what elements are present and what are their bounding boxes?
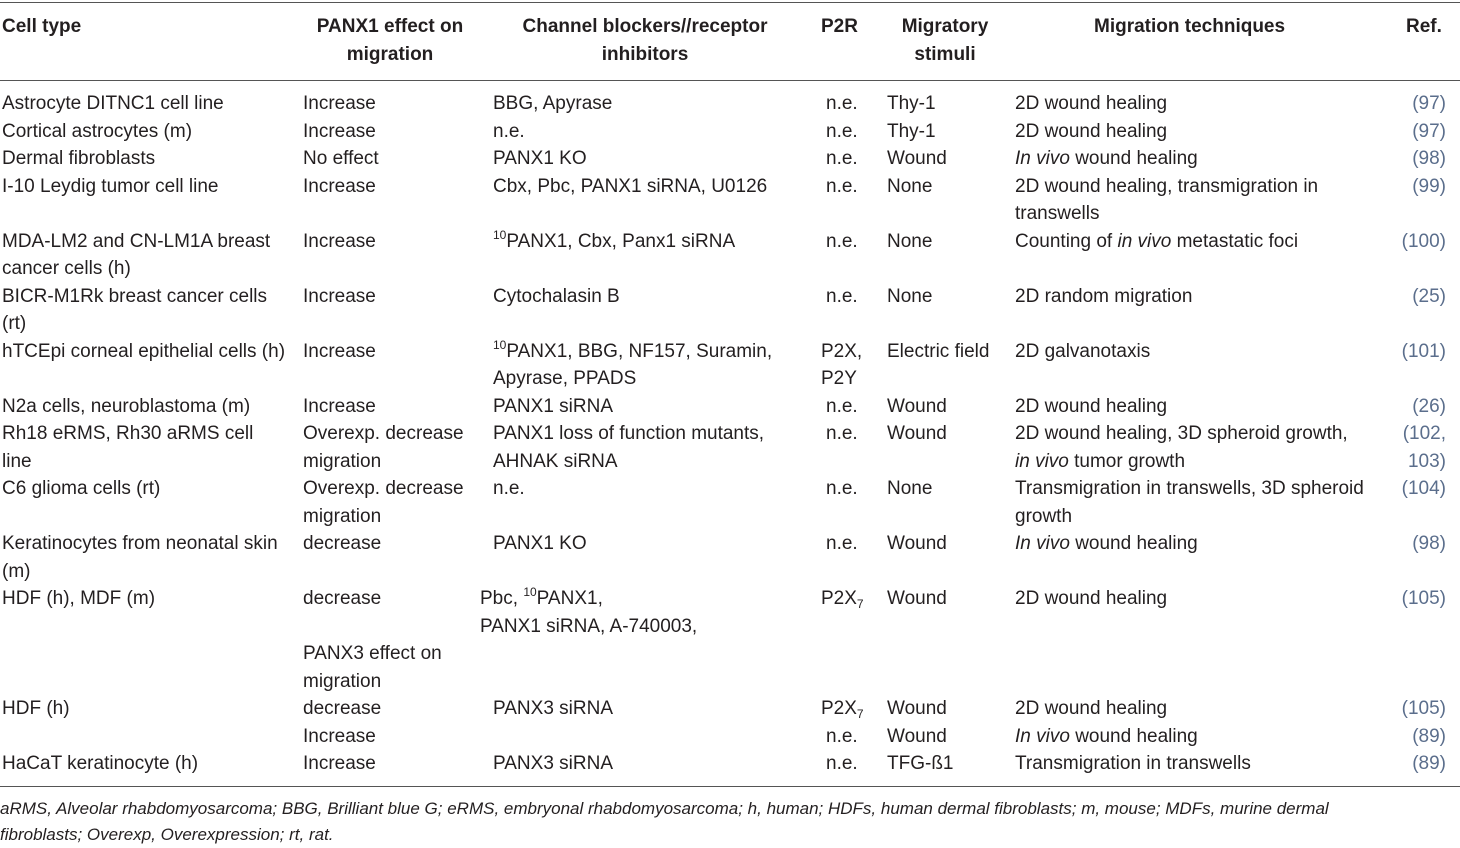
cell-blockers: PANX3 siRNA bbox=[493, 698, 614, 719]
cell-ref[interactable]: (97) bbox=[1412, 93, 1446, 114]
cell-type: Astrocyte DITNC1 cell line bbox=[2, 93, 224, 114]
cell-blockers: $^{10}$PANX1, Cbx, Panx1 siRNA bbox=[493, 227, 736, 252]
cell-p2r: n.e. bbox=[826, 753, 858, 774]
cell-technique: In vivo wound healing bbox=[1015, 533, 1198, 554]
header-techniques: Migration techniques bbox=[1094, 16, 1286, 37]
cell-p2r: n.e. bbox=[826, 533, 858, 554]
cell-blockers: n.e. bbox=[493, 120, 525, 142]
cell-type: Rh18 eRMS, Rh30 aRMS cell line bbox=[2, 423, 254, 472]
cell-stimuli: None bbox=[887, 175, 933, 197]
table-header-rule bbox=[0, 80, 1460, 81]
header-p2r: P2R bbox=[821, 16, 858, 37]
cell-stimuli: Wound bbox=[887, 698, 947, 719]
cell-effect: Overexp. decrease migration bbox=[303, 423, 464, 472]
cell-ref[interactable]: (25) bbox=[1412, 285, 1446, 307]
cell-type: Cortical astrocytes (m) bbox=[2, 120, 193, 142]
cell-stimuli: Electric field bbox=[887, 340, 990, 362]
cell-blockers: Cbx, Pbc, PANX1 siRNA, U0126 bbox=[493, 175, 768, 197]
cell-stimuli: Wound bbox=[887, 423, 947, 444]
cell-technique: 2D wound healing bbox=[1015, 93, 1168, 114]
cell-ref[interactable]: (101) bbox=[1401, 340, 1446, 362]
cell-ref: (102, 103) bbox=[1402, 423, 1446, 472]
cell-ref[interactable]: (26) bbox=[1412, 395, 1446, 417]
cell-type: I-10 Leydig tumor cell line bbox=[2, 175, 219, 197]
cell-type: BICR-M1Rk breast cancer cells (rt) bbox=[2, 285, 268, 334]
cell-effect: decrease bbox=[303, 533, 382, 554]
cell-stimuli: TFG-ß1 bbox=[887, 753, 954, 774]
cell-stimuli: None bbox=[887, 478, 933, 499]
cell-technique: Counting of in vivo metastatic foci bbox=[1015, 230, 1299, 252]
cell-type: N2a cells, neuroblastoma (m) bbox=[2, 395, 251, 417]
cell-ref[interactable]: (89) bbox=[1412, 753, 1446, 774]
cell-effect: decrease bbox=[303, 698, 382, 719]
cell-effect: Increase bbox=[303, 93, 376, 114]
cell-stimuli: Wound bbox=[887, 148, 947, 169]
cell-technique: 2D wound healing bbox=[1015, 120, 1168, 142]
cell-stimuli: Wound bbox=[887, 395, 947, 417]
panx3-effect-subheader: PANX3 effect on migration bbox=[303, 643, 442, 692]
cell-stimuli: Thy-1 bbox=[887, 93, 936, 114]
cell-blockers: PANX3 siRNA bbox=[493, 753, 614, 774]
cell-p2r: n.e. bbox=[826, 423, 858, 444]
cell-p2r: n.e. bbox=[826, 395, 858, 417]
cell-p2r: n.e. bbox=[826, 478, 858, 499]
table-top-rule bbox=[0, 2, 1460, 3]
cell-blockers: PANX1 siRNA bbox=[493, 395, 614, 417]
cell-p2r: n.e. bbox=[826, 120, 858, 142]
cell-ref[interactable]: (99) bbox=[1412, 175, 1446, 197]
cell-ref[interactable]: (100) bbox=[1401, 230, 1446, 252]
cell-p2r: n.e. bbox=[826, 230, 858, 252]
cell-technique: 2D wound healing, transmigration in transwells bbox=[1015, 175, 1319, 224]
cell-effect: decrease bbox=[303, 588, 382, 609]
cell-effect: Increase bbox=[303, 120, 376, 142]
cell-effect: Increase bbox=[303, 230, 376, 252]
cell-type: Dermal fibroblasts bbox=[2, 148, 156, 169]
cell-blockers: PANX1 KO bbox=[493, 148, 587, 169]
cell-effect: Increase bbox=[303, 340, 376, 362]
cell-technique: 2D wound healing, 3D spheroid growth, in vivo tumor growth bbox=[1015, 423, 1348, 472]
header-stimuli: Migratory stimuli bbox=[901, 16, 989, 65]
cell-technique: In vivo wound healing bbox=[1015, 148, 1198, 169]
table-footnote: aRMS, Alveolar rhabdomyosarcoma; BBG, Brilliant blue G; eRMS, embryonal rhabdomyosarcoma; h, human; HDFs, human dermal fibroblasts; m, mouse; MDFs, murine dermal fibroblasts; Overexp, Overexpression; rt, rat. bbox=[0, 799, 1329, 844]
cell-effect: Increase bbox=[303, 175, 376, 197]
header-ref: Ref. bbox=[1406, 16, 1442, 37]
cell-ref[interactable]: (98) bbox=[1412, 148, 1446, 169]
cell-stimuli: Thy-1 bbox=[887, 120, 936, 142]
cell-stimuli: None bbox=[887, 285, 933, 307]
cell-blockers: $^{10}$PANX1, BBG, NF157, Suramin, Apyrase, PPADS bbox=[493, 337, 773, 389]
cell-effect: Increase bbox=[303, 285, 376, 307]
cell-p2r: n.e. bbox=[826, 285, 858, 307]
cell-technique: Transmigration in transwells, 3D spheroid growth bbox=[1015, 478, 1364, 527]
cell-stimuli: Wound bbox=[887, 588, 947, 609]
cell-stimuli: Wound bbox=[887, 725, 947, 747]
cell-technique: 2D galvanotaxis bbox=[1015, 340, 1151, 362]
cell-blockers: Cytochalasin B bbox=[493, 285, 620, 307]
cell-blockers: BBG, Apyrase bbox=[493, 93, 613, 114]
cell-type: HDF (h) bbox=[2, 698, 70, 719]
cell-effect: No effect bbox=[303, 148, 379, 169]
cell-effect: Overexp. decrease migration bbox=[303, 478, 464, 527]
cell-blockers: PANX1 KO bbox=[493, 533, 587, 554]
cell-effect: Increase bbox=[303, 753, 376, 774]
table-bottom-rule bbox=[0, 786, 1460, 787]
cell-ref[interactable]: (105) bbox=[1401, 698, 1446, 719]
cell-type: Keratinocytes from neonatal skin (m) bbox=[2, 533, 278, 582]
cell-technique: 2D wound healing bbox=[1015, 395, 1168, 417]
header-panx1-effect: PANX1 effect on migration bbox=[316, 16, 464, 65]
cell-p2r: n.e. bbox=[826, 175, 858, 197]
cell-blockers: n.e. bbox=[493, 478, 525, 499]
header-blockers: Channel blockers//receptor inhibitors bbox=[522, 16, 768, 65]
cell-effect: Increase bbox=[303, 725, 376, 747]
cell-type: HDF (h), MDF (m) bbox=[2, 588, 156, 609]
cell-p2r: n.e. bbox=[826, 93, 858, 114]
cell-p2r: $P2X_7$ bbox=[821, 588, 864, 611]
cell-blockers: PANX1 loss of function mutants, AHNAK siRNA bbox=[493, 423, 765, 472]
cell-ref[interactable]: (104) bbox=[1401, 478, 1446, 499]
cell-type: hTCEpi corneal epithelial cells (h) bbox=[2, 340, 286, 362]
cell-type: MDA-LM2 and CN-LM1A breast cancer cells (h) bbox=[2, 230, 271, 279]
cell-ref[interactable]: (98) bbox=[1412, 533, 1446, 554]
cell-technique: Transmigration in transwells bbox=[1015, 753, 1251, 774]
cell-p2r: $P2X_7$ bbox=[821, 698, 864, 721]
cell-ref[interactable]: (97) bbox=[1412, 120, 1446, 142]
cell-effect: Increase bbox=[303, 395, 376, 417]
cell-type: HaCaT keratinocyte (h) bbox=[2, 753, 199, 774]
cell-blockers: Pbc, $^{10}$PANX1, PANX1 siRNA, A-740003, bbox=[480, 585, 698, 637]
header-cell-type: Cell type bbox=[2, 16, 82, 37]
cell-technique: 2D random migration bbox=[1015, 285, 1193, 307]
cell-technique: 2D wound healing bbox=[1015, 698, 1168, 719]
cell-p2r: n.e. bbox=[826, 725, 858, 747]
cell-technique: 2D wound healing bbox=[1015, 588, 1168, 609]
cell-p2r: P2X, P2Y bbox=[821, 340, 863, 389]
cell-stimuli: Wound bbox=[887, 533, 947, 554]
cell-type: C6 glioma cells (rt) bbox=[2, 478, 161, 499]
cell-ref[interactable]: (105) bbox=[1401, 588, 1446, 609]
cell-technique: In vivo wound healing bbox=[1015, 725, 1198, 747]
cell-ref[interactable]: (89) bbox=[1412, 725, 1446, 747]
cell-p2r: n.e. bbox=[826, 148, 858, 169]
cell-stimuli: None bbox=[887, 230, 933, 252]
